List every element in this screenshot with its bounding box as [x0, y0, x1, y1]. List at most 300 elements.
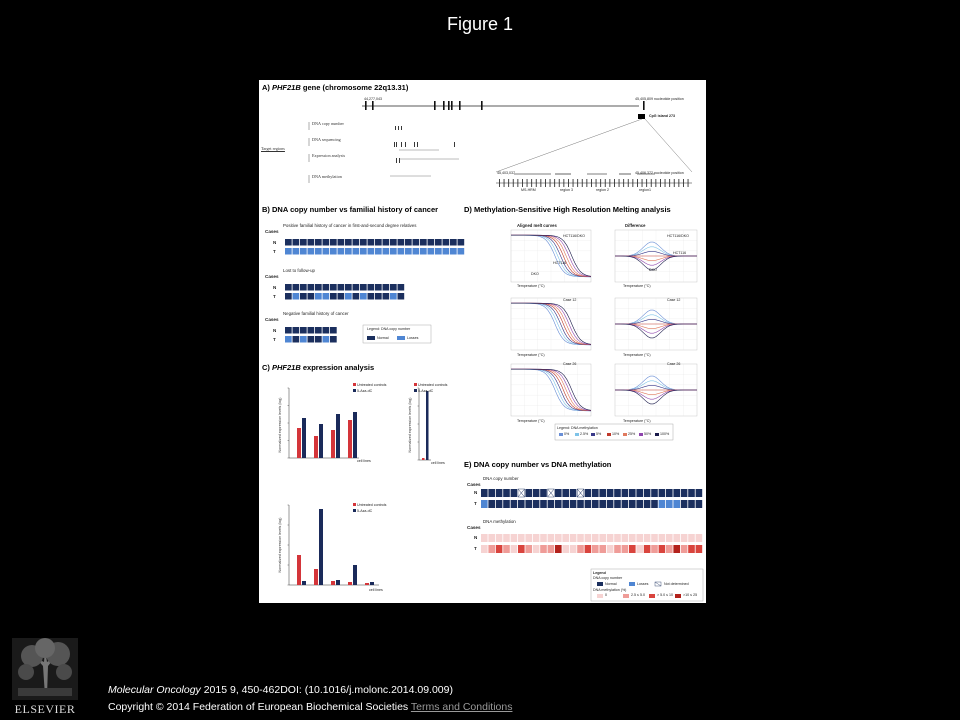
seq-mark: [405, 142, 406, 147]
panel-e-meth-N: [592, 534, 599, 542]
cpg-site: [536, 179, 537, 187]
cpg-site: [577, 179, 578, 187]
panel-e-meth-T: [562, 545, 569, 553]
panel-c-legend3-red: [353, 503, 356, 506]
panel-d-title: Methylation-Sensitive High Resolution Melting analysis: [474, 205, 671, 214]
cpg-site: [531, 179, 532, 187]
panel-b-cell-N: [300, 284, 307, 291]
copyright-line: [108, 701, 512, 713]
zoom-line-right: [645, 119, 692, 172]
citation-details: 2015 9, 450-462DOI: (10.1016/j.molonc.2014.09.009): [200, 684, 453, 696]
panel-b-cell-T: [435, 248, 442, 255]
panel-b-cell-T: [293, 293, 300, 300]
panel-e-cn-T: [533, 500, 540, 508]
panel-b-cell-T: [458, 248, 465, 255]
panel-c-legend-untreated-2: Untreated controls: [418, 383, 448, 387]
panel-b-cell-T: [308, 293, 315, 300]
panel-e-meth-T: [651, 545, 658, 553]
panel-a-row-copy-number: DNA copy number: [312, 121, 344, 126]
panel-e-legend-normal-swatch: [597, 582, 603, 586]
panel-b-cell-T: [293, 336, 300, 343]
panel-e-cn-N: [636, 489, 643, 497]
panel-e-cn-T: [540, 500, 547, 508]
panel-b-row-t: T: [273, 294, 276, 299]
panel-e-cn-N: [681, 489, 688, 497]
panel-e-cn-N: [592, 489, 599, 497]
panel-b-row-n: N: [273, 240, 277, 245]
panel-c-bar-untreated: [297, 428, 301, 458]
panel-e-sub-copy-number: DNA copy number: [483, 476, 519, 481]
panel-a-row-sequencing: DNA sequencing: [312, 137, 341, 142]
panel-b-cell-N: [330, 239, 337, 246]
panel-e-meth-T: [496, 545, 503, 553]
panel-e-meth-N: [570, 534, 577, 542]
panel-b-letter: B): [262, 205, 270, 214]
cpg-site: [683, 179, 684, 187]
panel-e-cn-T: [688, 500, 695, 508]
panel-b-cell-N: [360, 284, 367, 291]
panel-b-cell-T: [315, 336, 322, 343]
panel-e-meth-N: [488, 534, 495, 542]
panel-c-legend-untreated-3: Untreated controls: [357, 503, 387, 507]
panel-b-cell-T: [308, 336, 315, 343]
panel-d-heading: [464, 205, 671, 214]
exon-mark: [448, 101, 450, 110]
panel-b-cell-T: [390, 248, 397, 255]
panel-e-meth-T: [548, 545, 555, 553]
panel-e-meth-T: [503, 545, 510, 553]
panel-e-cn-T: [562, 500, 569, 508]
panel-b-cell-N: [368, 284, 375, 291]
cpg-site: [651, 179, 652, 187]
panel-c-legend-aza-1: 5-Aza-dC: [357, 389, 373, 393]
panel-b-row-n: N: [273, 328, 277, 333]
panel-e-cn-N: [555, 489, 562, 497]
cpg-site: [582, 179, 583, 187]
panel-c-bar-aza: [353, 565, 357, 585]
panel-b-cell-T: [428, 248, 435, 255]
panel-e-cn-N: [585, 489, 592, 497]
panel-e-meth-T: [570, 545, 577, 553]
panel-d-legend-swatch: [623, 433, 627, 436]
panel-e-meth-N: [681, 534, 688, 542]
cpg-box: [638, 114, 645, 119]
panel-e-meth-N: [636, 534, 643, 542]
seq-mark: [417, 142, 418, 147]
panel-e-meth-T: [666, 545, 673, 553]
panel-b-cell-N: [300, 327, 307, 334]
panel-b-cell-N: [293, 239, 300, 246]
panel-a-heading: [262, 83, 408, 92]
panel-e-cn-N: [570, 489, 577, 497]
panel-e-cn-T: [496, 500, 503, 508]
cpg-site: [642, 179, 643, 187]
panel-e-cases-label-1: Cases: [467, 482, 481, 487]
panel-e-cn-N: [607, 489, 614, 497]
panel-b-cell-N: [308, 284, 315, 291]
panel-e-meth-T: [533, 545, 540, 553]
panel-b-cell-T: [323, 336, 330, 343]
panel-b-cell-N: [383, 239, 390, 246]
expr-mark: [399, 158, 400, 163]
panel-e-cn-T: [599, 500, 606, 508]
panel-e-meth-N: [644, 534, 651, 542]
panel-b-cell-N: [450, 239, 457, 246]
panel-b-cell-T: [360, 248, 367, 255]
panel-a-row-expression: Expression analysis: [312, 153, 346, 158]
panel-b-cell-T: [338, 293, 345, 300]
panel-b-cell-N: [428, 239, 435, 246]
panel-e-legend-losses-swatch: [629, 582, 635, 586]
panel-e-legend-meth-label: 2.5 ≤ 5.0: [631, 593, 645, 597]
panel-e-meth-N: [518, 534, 525, 542]
panel-e-meth-T: [592, 545, 599, 553]
panel-e-cn-T: [585, 500, 592, 508]
panel-d-xlabel-6: Temperature (°C): [623, 419, 651, 423]
panel-b-cell-N: [458, 239, 465, 246]
panel-a-region-3: region 3: [560, 188, 573, 192]
panel-b-cases-label: Cases: [265, 274, 279, 279]
panel-e-meth-N: [577, 534, 584, 542]
panel-e-row-n-1: N: [474, 490, 478, 495]
panel-b-cell-N: [308, 239, 315, 246]
panel-c-legend2-red: [414, 383, 417, 386]
panel-c-legend2-navy: [414, 389, 417, 392]
panel-e-cn-T: [651, 500, 658, 508]
panel-e-row-t-1: T: [474, 501, 477, 506]
panel-e-cn-T: [518, 500, 525, 508]
panel-a-zoom-end: 45,406,372 nucleotide position: [635, 171, 684, 175]
panel-d-xlabel-2: Temperature (°C): [623, 284, 651, 288]
cpg-site: [646, 179, 647, 187]
cpg-site: [568, 179, 569, 187]
cpg-site: [554, 179, 555, 187]
panel-c-ylabel: Normalized expression levels (log): [278, 397, 282, 453]
panel-a-cpg: CpG island 273: [649, 114, 675, 118]
cpg-site: [522, 179, 523, 187]
cpg-site: [637, 179, 638, 187]
panel-b-legend-normal-swatch: [367, 336, 375, 340]
panel-d-xlabel-5: Temperature (°C): [517, 419, 545, 423]
panel-a-pos-end: 45,405,809 nucleotide position: [635, 97, 684, 101]
panel-b-cell-T: [300, 336, 307, 343]
panel-c-bar-untreated: [331, 430, 335, 458]
panel-e-legend-losses: Losses: [637, 582, 649, 586]
panel-d-legend-swatch: [575, 433, 579, 436]
panel-e-cn-N: [540, 489, 547, 497]
panel-b-group2-label: Lost to follow-up: [283, 268, 315, 273]
panel-d-label-hct-1: HCT116: [553, 261, 567, 265]
panel-e-legend-meth-swatch: [597, 594, 603, 598]
panel-b-cell-T: [315, 293, 322, 300]
panel-e-meth-T: [518, 545, 525, 553]
panel-b-cell-N: [338, 239, 345, 246]
panel-e-cn-T: [644, 500, 651, 508]
panel-b-cell-T: [285, 248, 292, 255]
panel-d-label-hct-2: HCT116: [673, 251, 687, 255]
cpg-site: [563, 179, 564, 187]
cpg-site: [623, 179, 624, 187]
seq-mark: [394, 142, 395, 147]
panel-b-cell-N: [338, 284, 345, 291]
panel-b-cell-T: [323, 293, 330, 300]
cpg-site: [596, 179, 597, 187]
exon-mark: [434, 101, 436, 110]
panel-c-bar-aza: [336, 580, 340, 585]
panel-e-meth-N: [511, 534, 518, 542]
panel-e-meth-N: [622, 534, 629, 542]
panel-b-cell-T: [285, 336, 292, 343]
citation-journal: Molecular Oncology: [108, 684, 201, 696]
panel-e-legend-title: Legend: [593, 571, 606, 575]
panel-b-cell-T: [413, 248, 420, 255]
copy-mark: [401, 126, 402, 130]
panel-c-ylabel: Normalized expression levels (log): [408, 397, 412, 453]
panel-c-bar-aza: [319, 509, 323, 585]
panel-d-legend-swatch: [591, 433, 595, 436]
citation-line: [108, 684, 453, 696]
cpg-site: [550, 179, 551, 187]
cpg-site: [619, 179, 620, 187]
panel-e-cn-T: [503, 500, 510, 508]
panel-d-label-hct-dko-2: HCT116/DKO: [667, 234, 689, 238]
panel-e-meth-N: [599, 534, 606, 542]
panel-b-cell-T: [330, 336, 337, 343]
panel-e-cn-N: [481, 489, 488, 497]
panel-e-meth-N: [548, 534, 555, 542]
panel-d-label-hct-dko-1: HCT116/DKO: [563, 234, 585, 238]
panel-b-cell-T: [315, 248, 322, 255]
panel-b-cell-N: [323, 239, 330, 246]
panel-e-legend-meth: DNA methylation (%): [593, 588, 627, 592]
panel-e-meth-N: [629, 534, 636, 542]
panel-b-cell-N: [285, 327, 292, 334]
panel-c-legend-untreated-1: Untreated controls: [357, 383, 387, 387]
panel-c-bar-untreated: [365, 583, 369, 585]
panel-d-label-case12-2: Case 12: [667, 298, 681, 302]
panel-e-cn-N: [562, 489, 569, 497]
panel-e-cn-N: [688, 489, 695, 497]
expr-mark: [396, 158, 397, 163]
panel-e-cn-N: [666, 489, 673, 497]
panel-b-cell-T: [368, 248, 375, 255]
panel-e-heading: [464, 460, 611, 469]
panel-a-target-regions: Target regions: [261, 146, 285, 151]
panel-b-cell-T: [368, 293, 375, 300]
panel-b-cell-N: [413, 239, 420, 246]
seq-mark: [396, 142, 397, 147]
panel-d-legend-label: 100%: [660, 432, 670, 436]
panel-b-cell-N: [315, 239, 322, 246]
panel-b-cell-N: [390, 239, 397, 246]
panel-b-cell-T: [450, 248, 457, 255]
panel-e-cn-N: [533, 489, 540, 497]
panel-a-row-methylation: DNA methylation: [312, 174, 342, 179]
copy-mark: [395, 126, 396, 130]
panel-a-region-mshrm: MS-HRM: [521, 188, 536, 192]
panel-b-cell-N: [330, 284, 337, 291]
panel-b-cell-T: [330, 248, 337, 255]
cpg-site: [527, 179, 528, 187]
panel-e-meth-N: [481, 534, 488, 542]
panel-e-legend-nd: Not determined: [664, 582, 689, 586]
panel-b-cell-N: [285, 284, 292, 291]
panel-e-meth-T: [585, 545, 592, 553]
panel-e-meth-N: [562, 534, 569, 542]
panel-e-title: DNA copy number vs DNA methylation: [473, 460, 612, 469]
panel-d-legend-label: 5%: [596, 432, 602, 436]
panel-b-cell-T: [293, 248, 300, 255]
panel-d-legend-swatch: [559, 433, 563, 436]
panel-e-legend-meth-swatch: [623, 594, 629, 598]
panel-b-cell-T: [390, 293, 397, 300]
exon-mark: [643, 101, 645, 110]
panel-e-meth-N: [614, 534, 621, 542]
panel-e-meth-T: [673, 545, 680, 553]
panel-b-cell-T: [323, 248, 330, 255]
panel-b-cell-T: [308, 248, 315, 255]
panel-e-letter: E): [464, 460, 472, 469]
panel-c-legend3-navy: [353, 509, 356, 512]
cpg-site: [609, 179, 610, 187]
panel-a-zoom-start: 45,403,037: [497, 171, 515, 175]
panel-b-cell-N: [375, 239, 382, 246]
cpg-site: [559, 179, 560, 187]
panel-e-meth-T: [622, 545, 629, 553]
cpg-site: [573, 179, 574, 187]
panel-c-legend1-red: [353, 383, 356, 386]
panel-c-bar-untreated: [348, 582, 352, 585]
panel-c-bar-untreated: [422, 458, 425, 460]
panel-d-legend-title: Legend: DNA methylation: [557, 426, 598, 430]
panel-e-cn-N: [599, 489, 606, 497]
panel-e-meth-T: [511, 545, 518, 553]
panel-e-cn-T: [696, 500, 703, 508]
panel-b-cell-N: [368, 239, 375, 246]
panel-e-cn-N: [503, 489, 510, 497]
panel-e-meth-N: [651, 534, 658, 542]
panel-e-meth-N: [503, 534, 510, 542]
panel-e-meth-N: [496, 534, 503, 542]
panel-c-legend-aza-2: 5-Aza-dC: [418, 389, 434, 393]
cpg-site: [678, 179, 679, 187]
panel-e-meth-T: [636, 545, 643, 553]
panel-c-bar-aza: [353, 412, 357, 458]
panel-c-bar-aza: [426, 391, 429, 460]
exon-mark: [481, 101, 483, 110]
cpg-site: [688, 179, 689, 187]
terms-link[interactable]: Terms and Conditions: [410, 701, 513, 713]
panel-b-cell-N: [435, 239, 442, 246]
panel-b-cell-N: [285, 239, 292, 246]
copy-mark: [398, 126, 399, 130]
panel-b-legend-title: Legend: DNA copy number: [367, 327, 411, 331]
panel-e-cn-T: [659, 500, 666, 508]
panel-e-meth-T: [607, 545, 614, 553]
panel-e-cn-T: [607, 500, 614, 508]
panel-c-xlabel-2: cell lines: [431, 461, 445, 465]
cpg-site: [655, 179, 656, 187]
panel-d-legend-label: 25%: [628, 432, 636, 436]
panel-e-cn-T: [525, 500, 532, 508]
panel-e-meth-T: [525, 545, 532, 553]
panel-c-letter: C): [262, 363, 270, 372]
panel-e-legend-meth-label: > 5.0 ≤ 10: [657, 593, 674, 597]
figure-graphics: [259, 80, 706, 603]
panel-a-region-1: region1: [639, 188, 651, 192]
panel-e-legend-normal: Normal: [605, 582, 617, 586]
panel-e-cn-T: [481, 500, 488, 508]
panel-b-cell-T: [353, 293, 360, 300]
elsevier-logo: [8, 636, 82, 716]
panel-c-bar-aza: [319, 424, 323, 458]
seq-mark: [454, 142, 455, 147]
panel-e-cn-T: [666, 500, 673, 508]
exon-mark: [443, 101, 445, 110]
panel-e-cn-T: [555, 500, 562, 508]
panel-c-bar-untreated: [314, 436, 318, 458]
panel-e-cn-T: [614, 500, 621, 508]
panel-e-meth-T: [599, 545, 606, 553]
exon-mark: [365, 101, 367, 110]
panel-e-meth-N: [659, 534, 666, 542]
panel-b-legend-losses: Losses: [407, 336, 419, 340]
panel-e-meth-N: [533, 534, 540, 542]
panel-e-meth-T: [681, 545, 688, 553]
panel-e-cn-T: [681, 500, 688, 508]
panel-c-bar-untreated: [331, 581, 335, 585]
panel-c-legend-aza-3: 5-Aza-dC: [357, 509, 373, 513]
exon-mark: [451, 101, 453, 110]
panel-e-cn-T: [511, 500, 518, 508]
panel-b-cell-T: [300, 293, 307, 300]
panel-b-cell-T: [330, 293, 337, 300]
panel-b-row-n: N: [273, 285, 277, 290]
panel-b-cell-N: [353, 284, 360, 291]
copyright-text: Copyright © 2014 Federation of European Biochemical Societies: [108, 701, 409, 713]
panel-e-cn-N: [525, 489, 532, 497]
panel-b-cell-N: [308, 327, 315, 334]
panel-e-meth-T: [696, 545, 703, 553]
panel-d-col1-title: Aligned melt curves: [517, 223, 557, 228]
panel-b-cases-label: Cases: [265, 229, 279, 234]
panel-b-row-t: T: [273, 249, 276, 254]
panel-e-cn-N: [651, 489, 658, 497]
panel-c-ylabel: Normalized expression levels (log): [278, 517, 282, 573]
panel-c-gene: PHF21B: [272, 363, 301, 372]
zoom-line-left: [496, 119, 642, 172]
panel-e-cn-N: [511, 489, 518, 497]
panel-c-legend1-navy: [353, 389, 356, 392]
panel-e-cn-T: [570, 500, 577, 508]
panel-d-label-case12-1: Case 12: [563, 298, 577, 302]
panel-d-label-case26-2: Case 26: [667, 362, 681, 366]
panel-b-cell-T: [398, 293, 405, 300]
panel-b-cell-T: [383, 293, 390, 300]
panel-b-cell-T: [375, 248, 382, 255]
panel-b-cell-T: [345, 293, 352, 300]
slide-title: Figure 1: [446, 14, 514, 34]
panel-b-cell-T: [360, 293, 367, 300]
panel-e-cn-T: [488, 500, 495, 508]
panel-b-cell-T: [345, 248, 352, 255]
panel-b-cell-T: [375, 293, 382, 300]
panel-b-cell-N: [293, 284, 300, 291]
panel-e-meth-N: [607, 534, 614, 542]
panel-b-cases-label: Cases: [265, 317, 279, 322]
panel-b-cell-N: [383, 284, 390, 291]
panel-e-meth-N: [585, 534, 592, 542]
